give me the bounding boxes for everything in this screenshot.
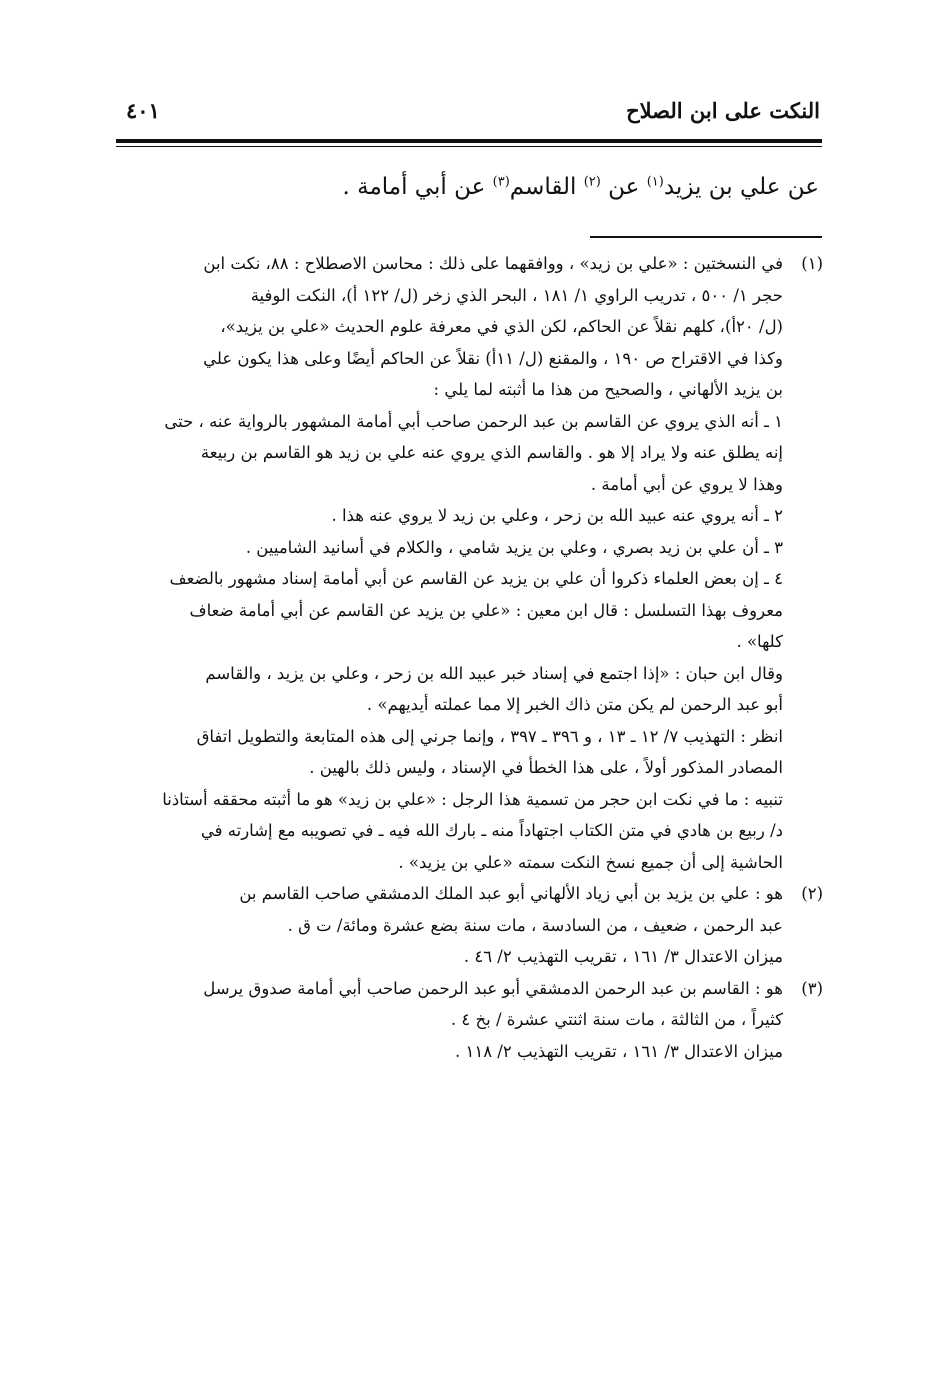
footnote-line: ميزان الاعتدال ٣/ ١٦١ ، تقريب التهذيب ٢/ ٤٦ .: [463, 947, 783, 966]
footnote-number: (١): [801, 254, 823, 273]
footnote-ref-2[interactable]: (٢): [583, 174, 601, 190]
footnote-line: حجر ١/ ٥٠٠ ، تدريب الراوي ١/ ١٨١ ، البحر الذي زخر (ل/ ١٢٢ أ)، النكت الوفية: [250, 285, 783, 305]
footnote-line: ١ ـ أنه الذي يروي عن القاسم بن عبد الرحمن صاحب أبي أمامة المشهور بالرواية عنه ، حتى: [164, 411, 783, 431]
footnote-line: كلها» .: [736, 632, 783, 651]
footnote-line: وكذا في الاقتراح ص ١٩٠ ، والمقنع (ل/ ١١أ) نقلاً عن الحاكم أيضًا وعلى هذا يكون علي: [203, 348, 783, 368]
footnote-line: د/ ربيع بن هادي في متن الكتاب اجتهاداً منه ـ بارك الله فيه ـ في تصويبه مع إشارته في: [200, 821, 783, 840]
footnote-3: [111, 973, 823, 1068]
footnote-line: وهذا لا يروي عن أبي أمامة .: [590, 474, 783, 494]
footnote-line: معروف بهذا التسلسل : قال ابن معين : «علي بن يزيد عن القاسم عن أبي أمامة ضعاف: [189, 600, 783, 620]
footnote-body: [111, 878, 783, 973]
footnote-number: (٣): [801, 978, 823, 998]
footnote-line: بن يزيد الألهاني ، والصحيح من هذا ما أثبته لما يلي :: [433, 380, 783, 399]
main-text-segment: عن علي بن يزيد: [663, 174, 819, 200]
footnote-line: ٣ ـ أن علي بن زيد بصري ، وعلي بن يزيد شامي ، والكلام في أسانيد الشاميين .: [245, 537, 783, 557]
footnote-line: ٤ ـ إن بعض العلماء ذكروا أن علي بن يزيد عن القاسم عن أبي أمامة إسناد مشهور بالضعف: [169, 569, 783, 588]
main-text-line: [119, 174, 819, 200]
header-rule-thick: [116, 139, 822, 143]
page-number: ٤٠١: [126, 98, 160, 123]
footnotes: [111, 248, 823, 1067]
main-text-segment: عن أبي أمامة .: [342, 174, 493, 200]
footnote-line: هو : علي بن يزيد بن أبي زياد الألهاني أبو عبد الملك الدمشقي صاحب القاسم بن: [239, 884, 783, 903]
running-title: النكت على ابن الصلاح: [626, 98, 820, 123]
footnote-body: [111, 973, 783, 1068]
footnote-line: أبو عبد الرحمن لم يكن متن ذاك الخبر إلا مما عملته أيديهم» .: [366, 695, 783, 714]
footnote-ref-1[interactable]: (١): [646, 174, 664, 190]
footnote-line: كثيراً ، من الثالثة ، مات سنة اثنتي عشرة / بخ ٤ .: [450, 1010, 783, 1029]
running-header: [118, 96, 820, 136]
header-rule-thin: [116, 146, 822, 147]
footnote-body: [111, 248, 783, 878]
footnote-line: الحاشية إلى أن جميع نسخ النكت سمته «علي بن يزيد» .: [398, 852, 783, 872]
footnote-line: إنه يطلق عنه ولا يراد إلا هو . والقاسم الذي يروي عنه علي بن زيد هو القاسم بن ربيعة: [200, 443, 783, 462]
footnote-line: المصادر المذكور أولاً ، على هذا الخطأ في الإسناد ، وليس ذلك بالهين .: [309, 758, 783, 777]
footnote-line: انظر : التهذيب ٧/ ١٢ ـ ١٣ ، و ٣٩٦ ـ ٣٩٧ ، وإنما جرني إلى هذه المتابعة والتطويل اتفاق: [196, 726, 783, 746]
footnote-line: هو : القاسم بن عبد الرحمن الدمشقي أبو عبد الرحمن صاحب أبي أمامة صدوق يرسل: [203, 978, 783, 998]
footnote-line: وقال ابن حبان : «إذا اجتمع في إسناد خبر عبيد الله بن زحر ، وعلي بن يزيد ، والقاسم: [205, 663, 783, 683]
footnote-line: في النسختين : «علي بن زيد» ، ووافقهما على ذلك : محاسن الاصطلاح : ٨٨، نكت ابن: [203, 254, 783, 273]
footnote-1: [111, 248, 823, 878]
footnote-number: (٢): [801, 884, 823, 903]
footnote-line: تنبيه : ما في نكت ابن حجر من تسمية هذا الرجل : «علي بن زيد» هو ما أثبته محققه أستاذنا: [162, 789, 783, 809]
footnote-separator: [590, 236, 822, 238]
footnote-line: عبد الرحمن ، ضعيف ، من السادسة ، مات سنة بضع عشرة ومائة/ ت ق .: [287, 915, 783, 935]
main-text-segment: القاسم: [509, 174, 584, 200]
main-text-segment: عن: [600, 174, 647, 200]
footnote-line: ٢ ـ أنه يروي عنه عبيد الله بن زحر ، وعلي بن زيد لا يروي عنه هذا .: [331, 506, 783, 525]
footnote-line: ميزان الاعتدال ٣/ ١٦١ ، تقريب التهذيب ٢/ ١١٨ .: [454, 1041, 783, 1061]
footnote-ref-3[interactable]: (٣): [492, 174, 510, 190]
footnote-2: [111, 878, 823, 973]
footnote-line: (ل/ ٢٠أ)، كلهم نقلاً عن الحاكم، لكن الذي في معرفة علوم الحديث «علي بن يزيد»،: [220, 317, 783, 336]
